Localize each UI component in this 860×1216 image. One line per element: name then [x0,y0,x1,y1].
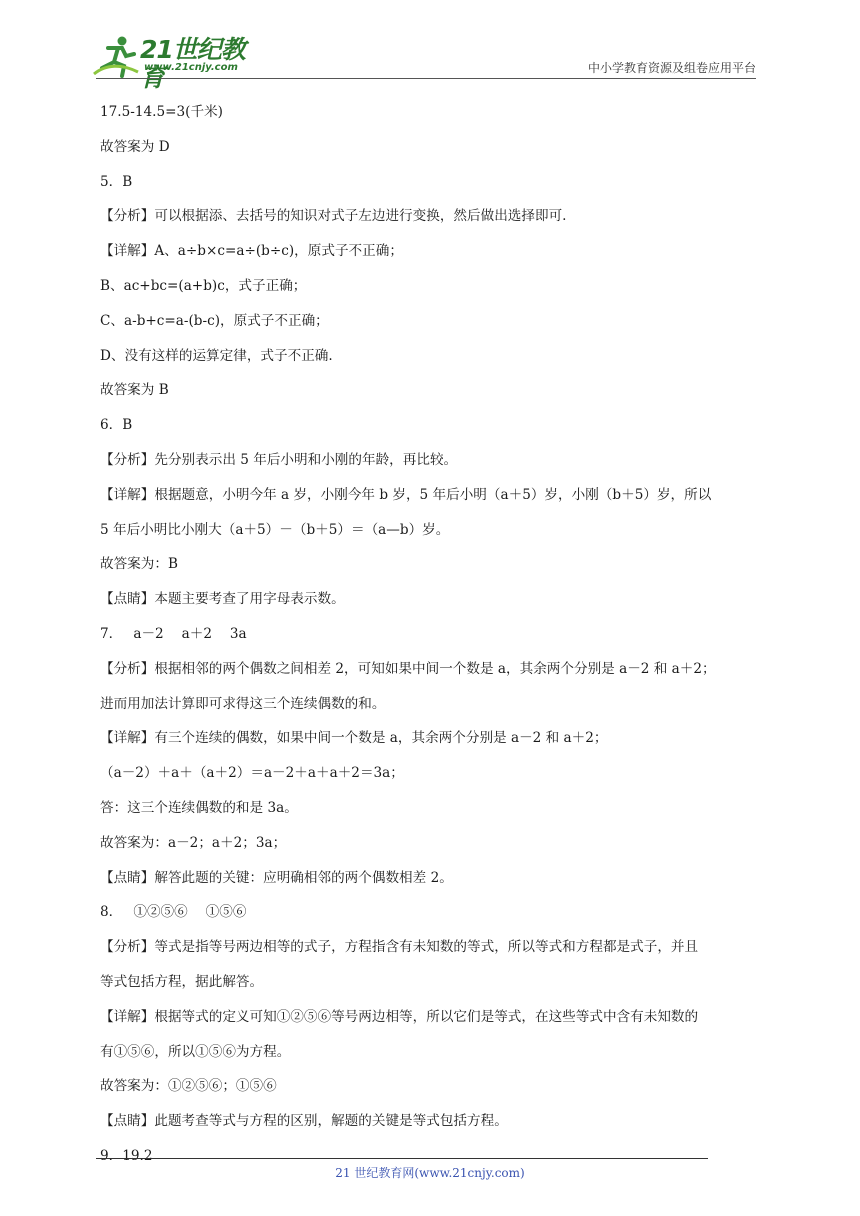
header-divider [96,78,756,79]
text-line: 【点睛】本题主要考查了用字母表示数。 [100,591,345,608]
site-logo [92,34,262,92]
text-line: 答：这三个连续偶数的和是 3a。 [100,799,298,816]
text-line: 6．B [100,417,133,434]
text-line: 9．19.2 [100,1147,153,1164]
text-line: 故答案为：B [100,556,178,573]
runner-icon [92,34,140,78]
text-line: D、没有这样的运算定律，式子不正确. [100,347,333,364]
text-line: 17.5-14.5=3(千米) [100,104,223,120]
text-line: 5．B [100,173,133,190]
text-line: 【点睛】解答此题的关键：应明确相邻的两个偶数相差 2。 [100,869,453,886]
text-line: 【详解】A、a÷b×c=a÷(b÷c)，原式子不正确； [100,243,403,260]
text-line: 进而用加法计算即可求得这三个连续偶数的和。 [100,695,386,712]
text-line: 5 年后小明比小刚大（a＋5）－（b＋5）＝（a—b）岁。 [100,521,450,538]
text-line: C、a-b+c=a-(b-c)，原式子不正确； [100,312,329,329]
footer-divider [96,1158,708,1159]
logo-url: www.21cnjy.com [144,62,238,73]
page-footer: 21 世纪教育网(www.21cnjy.com) [335,1166,525,1180]
text-line: 等式包括方程，据此解答。 [100,973,264,990]
text-line: 【分析】先分别表示出 5 年后小明和小刚的年龄，再比较。 [100,451,458,468]
logo-text: 21世纪教育 [140,35,245,92]
text-line: 有①⑤⑥，所以①⑤⑥为方程。 [100,1043,291,1060]
text-line: 7． a－2 a＋2 3a [100,625,247,642]
text-line: 【分析】等式是指等号两边相等的式子，方程指含有未知数的等式，所以等式和方程都是式子，并且 [100,939,699,956]
text-line: （a－2）＋a＋（a＋2）＝a－2＋a＋a＋2＝3a； [100,765,404,782]
text-line: 故答案为 B [100,382,169,399]
text-line: 【分析】可以根据添、去括号的知识对式子左边进行变换，然后做出选择即可. [100,208,567,225]
text-line: 【分析】根据相邻的两个偶数之间相差 2，可知如果中间一个数是 a，其余两个分别是 a－2 和 a＋2； [100,660,716,677]
text-line: 8． ①②⑤⑥ ①⑤⑥ [100,904,247,921]
page-header [0,0,860,92]
document-body [100,104,764,1165]
text-line: 故答案为 D [100,138,170,155]
text-line: 【详解】根据题意，小明今年 a 岁，小刚今年 b 岁，5 年后小明（a＋5）岁，小刚（b＋5）岁，所以 [100,486,712,503]
text-line: 故答案为：a－2；a＋2；3a； [100,834,287,851]
text-line: 【详解】根据等式的定义可知①②⑤⑥等号两边相等，所以它们是等式，在这些等式中含有未知数的 [100,1008,699,1025]
text-line: B、ac+bc=(a+b)c，式子正确； [100,277,307,294]
platform-title: 中小学教育资源及组卷应用平台 [587,61,756,75]
text-line: 故答案为：①②⑤⑥；①⑤⑥ [100,1078,277,1095]
text-line: 【点睛】此题考查等式与方程的区别，解题的关键是等式包括方程。 [100,1113,508,1130]
text-line: 【详解】有三个连续的偶数，如果中间一个数是 a，其余两个分别是 a－2 和 a＋2； [100,730,608,747]
